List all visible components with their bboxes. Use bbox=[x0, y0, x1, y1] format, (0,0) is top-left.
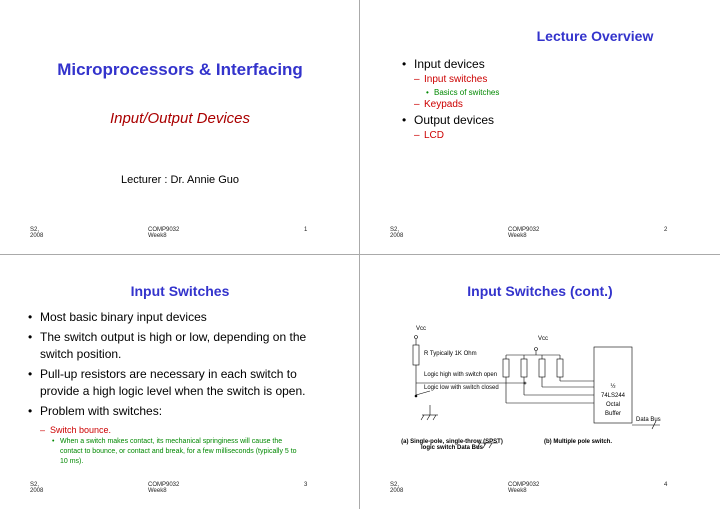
slide2-title: Lecture Overview bbox=[536, 28, 654, 44]
footer-page: 3 bbox=[304, 482, 308, 488]
footer-course: COMP9032 Week8 bbox=[508, 227, 540, 239]
buffer-label bbox=[594, 383, 632, 419]
switch-bullets bbox=[22, 309, 322, 467]
logic-high-label: Logic high with switch open bbox=[424, 372, 498, 378]
list-item: • Output devices bbox=[396, 112, 499, 129]
caption-a: (a) Single-pole, single-throw (SPST) logic switch Data Bus bbox=[401, 439, 503, 451]
list-item: • When a switch makes contact, its mechanical springiness will cause the contact to bounce, or contact and break, for a few milliseconds (typically 5 to 10 ms). bbox=[22, 437, 300, 467]
slide3-title: Input Switches bbox=[130, 283, 230, 299]
list-item: • Pull-up resistors are necessary in each switch to provide a high logic level when the switch is open. bbox=[22, 366, 322, 400]
vcc-label-a: Vcc bbox=[416, 326, 427, 332]
footer-term: S2, 2008 bbox=[30, 482, 44, 494]
list-item: – Keypads bbox=[396, 98, 499, 112]
slide1-lecturer: Lecturer : Dr. Annie Guo bbox=[120, 174, 239, 186]
resistor-label: R Typically 1K Ohm bbox=[424, 351, 477, 357]
footer-course: COMP9032 Week8 bbox=[508, 482, 540, 494]
footer-course: COMP9032 Week8 bbox=[148, 227, 180, 239]
list-item: – Switch bounce. bbox=[22, 423, 322, 437]
caption-b: (b) Multiple pole switch. bbox=[544, 439, 612, 445]
list-item: – LCD bbox=[396, 129, 499, 143]
slide4-title: Input Switches (cont.) bbox=[467, 283, 613, 299]
slide-1 bbox=[0, 0, 360, 254]
footer-term: S2, 2008 bbox=[30, 227, 44, 239]
list-item: • Input devices bbox=[396, 56, 499, 73]
footer-page: 4 bbox=[664, 482, 668, 488]
buffer-line: ½ bbox=[610, 384, 616, 390]
list-item: • Problem with switches: bbox=[22, 403, 322, 420]
buffer-line: Buffer bbox=[605, 411, 621, 417]
overview-list bbox=[396, 56, 499, 143]
footer-page: 1 bbox=[304, 227, 308, 233]
slide1-subtitle: Input/Output Devices bbox=[109, 110, 251, 127]
list-item: – Input switches bbox=[396, 73, 499, 87]
footer-page: 2 bbox=[664, 227, 668, 233]
logic-low-label: Logic low with switch closed bbox=[424, 385, 499, 391]
footer-term: S2, 2008 bbox=[390, 482, 404, 494]
buffer-line: Octal bbox=[605, 402, 620, 408]
slide-3 bbox=[0, 255, 360, 509]
data-bus-label: Data Bus bbox=[636, 417, 661, 423]
list-item: • The switch output is high or low, depending on the switch position. bbox=[22, 329, 322, 363]
list-item: • Most basic binary input devices bbox=[22, 309, 322, 326]
switch-circuit-diagram bbox=[360, 255, 720, 509]
buffer-line: 74LS244 bbox=[600, 393, 626, 399]
footer-term: S2, 2008 bbox=[390, 227, 404, 239]
vcc-label-b: Vcc bbox=[538, 336, 549, 342]
slide1-title: Microprocessors & Interfacing bbox=[57, 60, 303, 79]
list-item: • Basics of switches bbox=[396, 87, 499, 98]
slide-2 bbox=[360, 0, 720, 254]
slide-4 bbox=[360, 255, 720, 509]
footer-course: COMP9032 Week8 bbox=[148, 482, 180, 494]
